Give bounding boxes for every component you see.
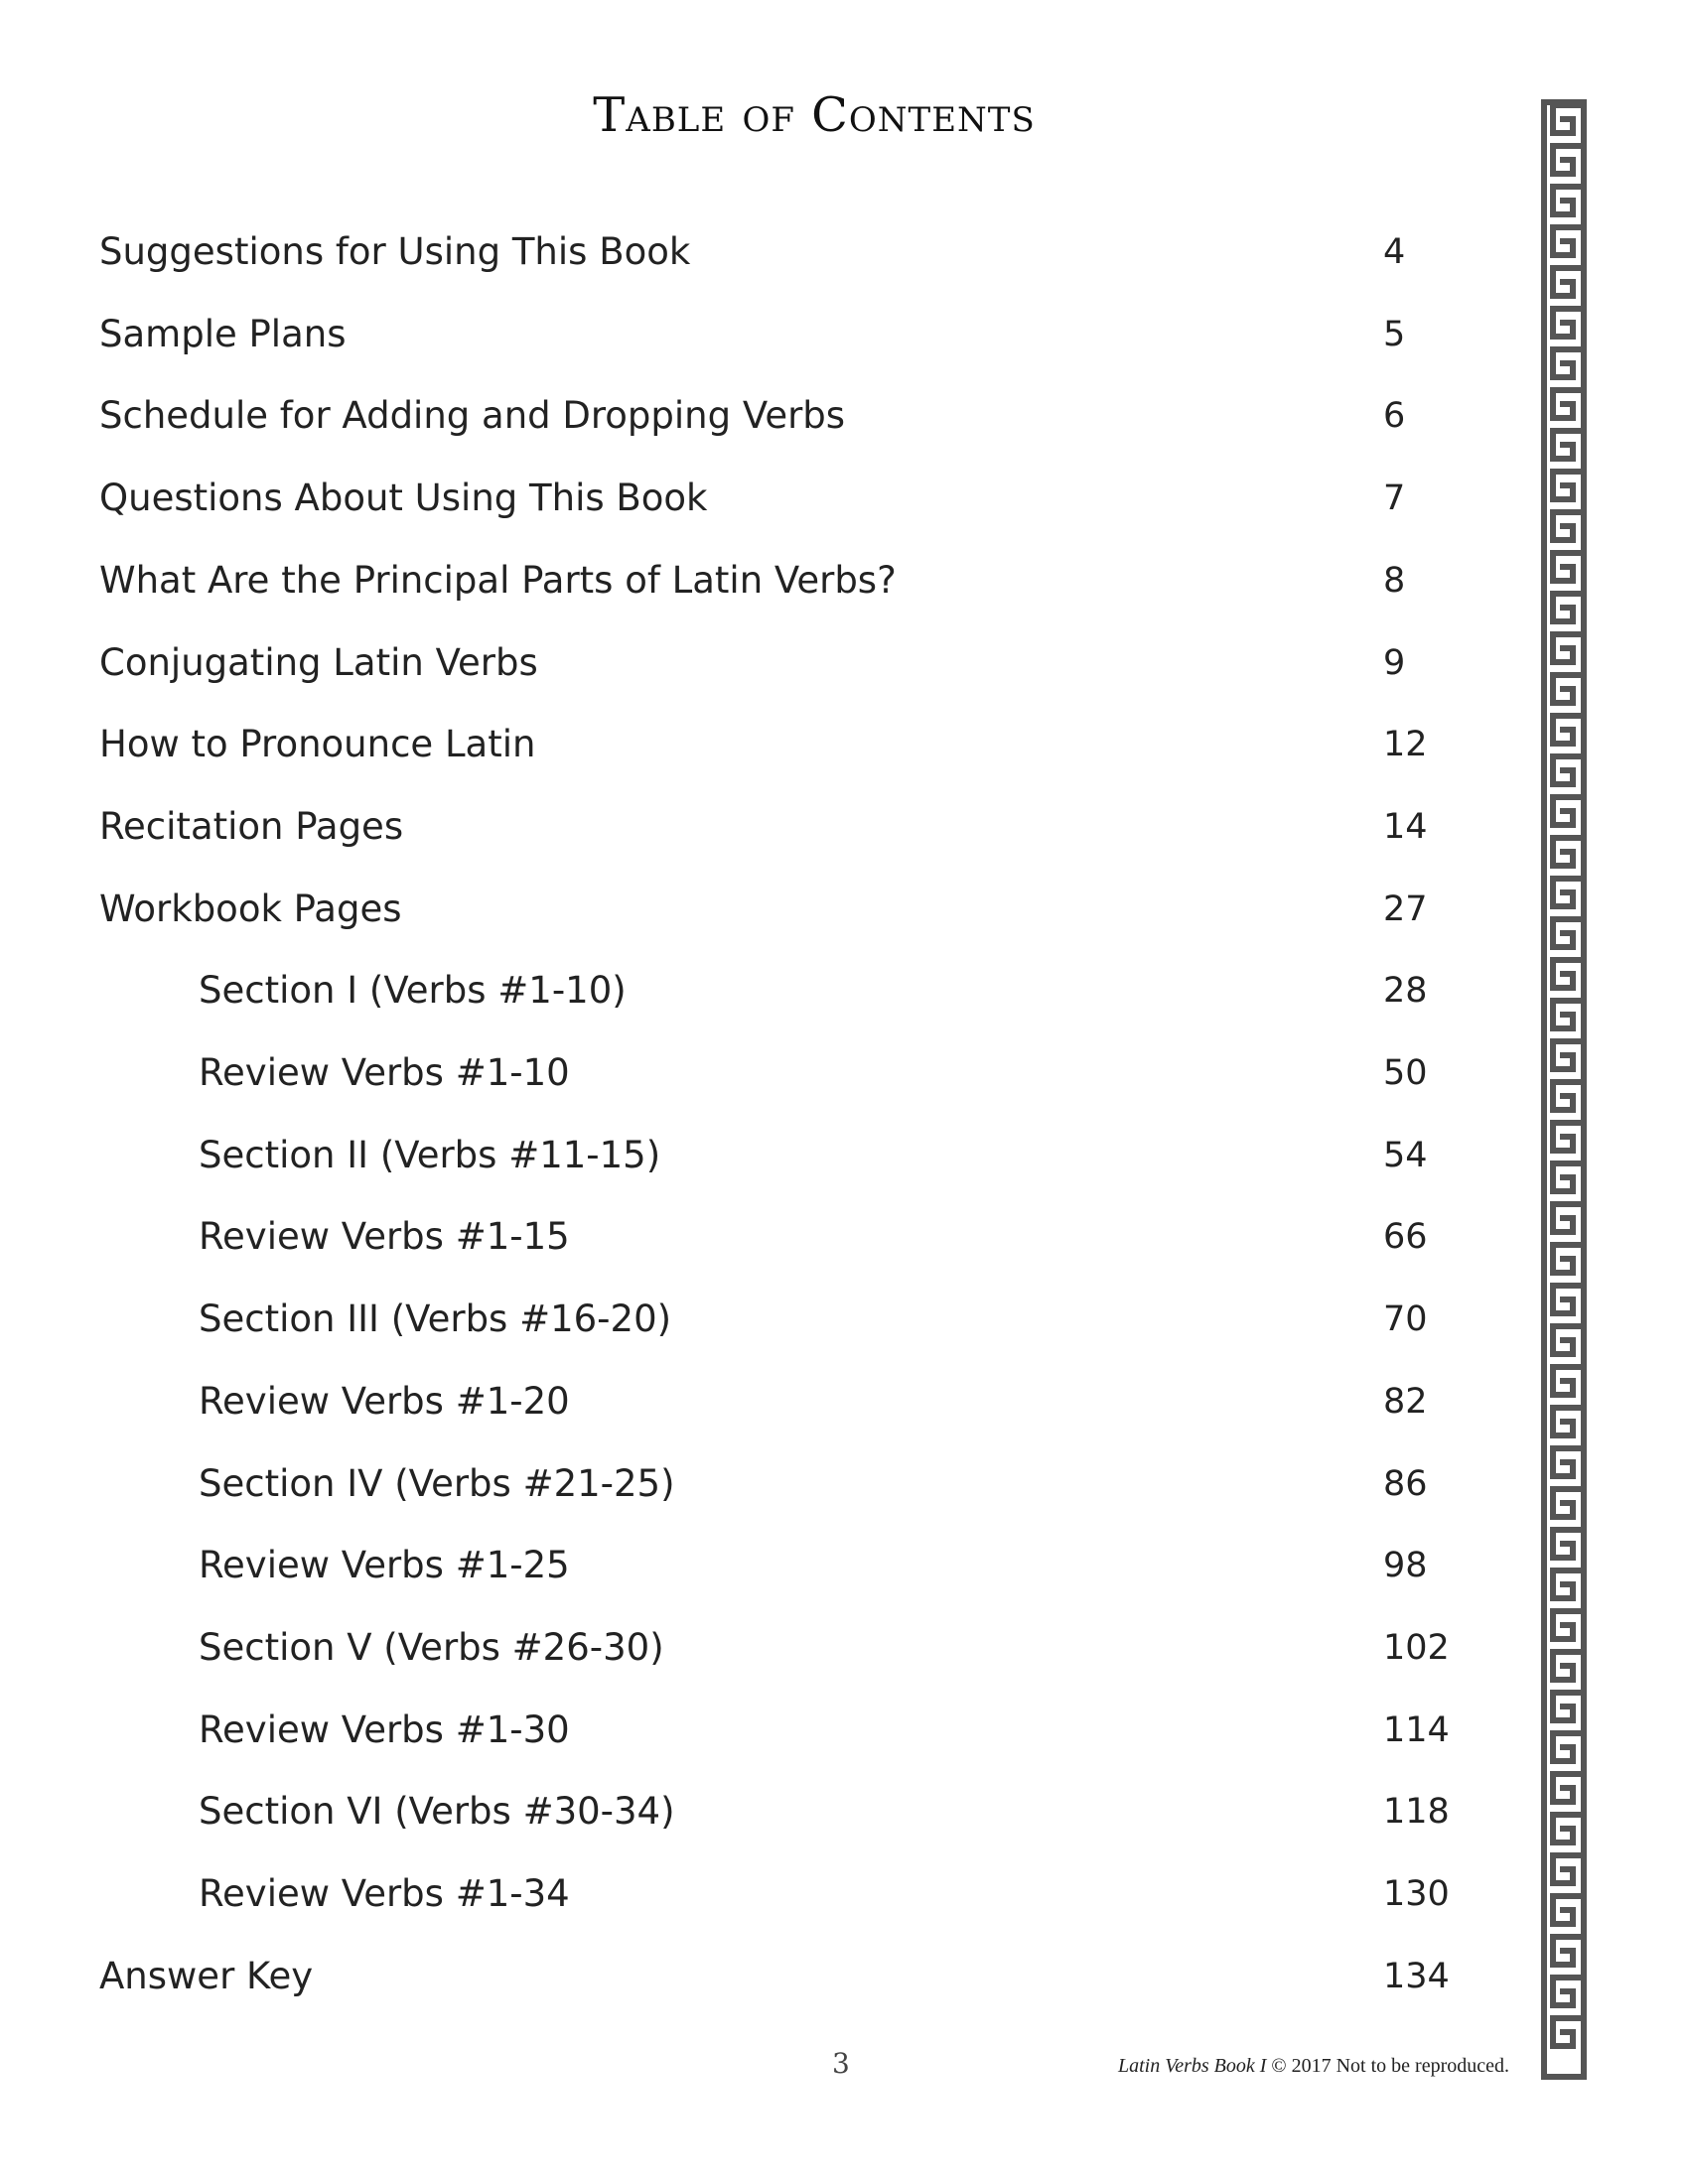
toc-entry-page: 27 <box>1383 888 1428 929</box>
toc-entry-title: What Are the Principal Parts of Latin Verbs? <box>99 558 897 602</box>
toc-entry <box>0 1051 1489 1111</box>
toc-entry-title: Conjugating Latin Verbs <box>99 640 538 684</box>
toc-entry-page: 7 <box>1383 478 1406 519</box>
toc-entry <box>0 559 1489 618</box>
toc-entry-page: 134 <box>1383 1956 1450 1996</box>
toc-entry <box>0 1215 1489 1275</box>
toc-entry-title: Section III (Verbs #16-20) <box>199 1297 672 1341</box>
toc-entry <box>0 641 1489 701</box>
toc-entry-title: Review Verbs #1-30 <box>199 1707 570 1751</box>
toc-entry-title: Section IV (Verbs #21-25) <box>199 1461 675 1505</box>
toc-entry-title: Suggestions for Using This Book <box>99 230 691 273</box>
toc-entry-title: Sample Plans <box>99 312 347 355</box>
book-title: Latin Verbs Book I <box>1117 2055 1267 2077</box>
toc-entry-title: Section VI (Verbs #30-34) <box>199 1790 675 1834</box>
toc-entry <box>0 1708 1489 1768</box>
toc-entry <box>0 1790 1489 1849</box>
toc-entry-title: Recitation Pages <box>99 804 404 848</box>
toc-entry-page: 98 <box>1383 1546 1428 1586</box>
toc-entry <box>0 1462 1489 1522</box>
toc-entry-page: 114 <box>1383 1709 1450 1750</box>
toc-entry <box>0 313 1489 372</box>
toc-entry-page: 9 <box>1383 642 1406 683</box>
toc-entry <box>0 394 1489 454</box>
page-title: Table of Contents <box>593 87 1036 143</box>
toc-entry-title: Answer Key <box>99 1954 314 1997</box>
toc-entry <box>0 805 1489 865</box>
toc-entry-page: 118 <box>1383 1792 1450 1833</box>
toc-entry-page: 54 <box>1383 1135 1428 1175</box>
toc-entry <box>0 1134 1489 1193</box>
toc-entry-page: 102 <box>1383 1627 1450 1668</box>
page-number: 3 <box>832 2047 850 2080</box>
toc-entry-title: Questions About Using This Book <box>99 477 708 520</box>
toc-entry-page: 50 <box>1383 1053 1428 1093</box>
toc-entry <box>0 1380 1489 1439</box>
toc-entry <box>0 723 1489 782</box>
toc-entry-title: Review Verbs #1-34 <box>199 1872 570 1915</box>
toc-entry-page: 70 <box>1383 1299 1428 1340</box>
toc-entry <box>0 1872 1489 1932</box>
toc-entry-page: 82 <box>1383 1381 1428 1422</box>
toc-entry-title: Schedule for Adding and Dropping Verbs <box>99 394 846 438</box>
toc-entry-title: Section V (Verbs #26-30) <box>199 1625 664 1669</box>
toc-entry <box>0 1955 1489 2014</box>
toc-entry <box>0 477 1489 536</box>
toc-entry-page: 8 <box>1383 560 1406 601</box>
toc-entry-page: 6 <box>1383 396 1406 437</box>
toc-entry-page: 66 <box>1383 1217 1428 1258</box>
toc-entry-page: 86 <box>1383 1463 1428 1504</box>
toc-entry-page: 5 <box>1383 314 1406 354</box>
greek-key-border-icon <box>1541 99 1587 2080</box>
toc-entry-page: 28 <box>1383 971 1428 1012</box>
toc-entry <box>0 887 1489 947</box>
copyright-notice <box>1118 2055 1509 2078</box>
toc-entry-title: Review Verbs #1-15 <box>199 1215 570 1259</box>
toc-entry-title: Section II (Verbs #11-15) <box>199 1133 661 1176</box>
copyright-text: © 2017 Not to be reproduced. <box>1271 2055 1509 2077</box>
toc-entry-title: How to Pronounce Latin <box>99 723 536 766</box>
toc-entry <box>0 1544 1489 1603</box>
toc-entry-page: 130 <box>1383 1874 1450 1914</box>
toc-entry <box>0 230 1489 290</box>
toc-entry-page: 14 <box>1383 806 1428 847</box>
toc-entry <box>0 1626 1489 1686</box>
toc-entry <box>0 969 1489 1028</box>
toc-entry-title: Review Verbs #1-20 <box>199 1379 570 1423</box>
toc-entry-title: Workbook Pages <box>99 887 402 930</box>
toc-entry-page: 12 <box>1383 725 1428 765</box>
toc-entry-page: 4 <box>1383 232 1406 272</box>
toc-entry-title: Review Verbs #1-25 <box>199 1544 570 1587</box>
toc-entry <box>0 1297 1489 1357</box>
toc-entry-title: Section I (Verbs #1-10) <box>199 969 627 1013</box>
toc-entry-title: Review Verbs #1-10 <box>199 1051 570 1094</box>
